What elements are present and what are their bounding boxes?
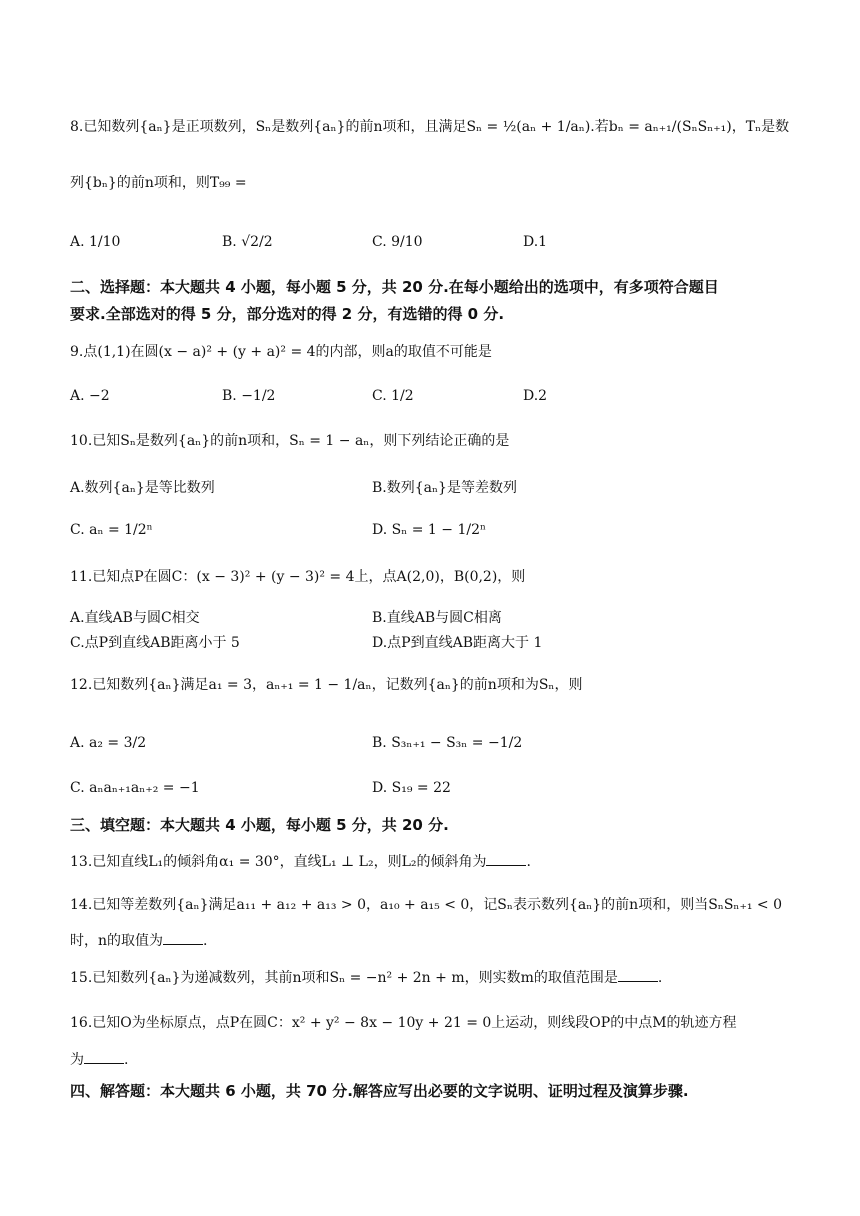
q13-stem: 13.已知直线L₁的倾斜角α₁ = 30°，直线L₁ ⊥ L₂，则L₂的倾斜角为 bbox=[70, 854, 487, 870]
section-2-line2: 要求.全部选对的得 5 分，部分选对的得 2 分，有选错的得 0 分. bbox=[70, 305, 505, 323]
q10-option-a: A.数列{aₙ}是等比数列 bbox=[70, 480, 215, 496]
q9-option-c: C. 1/2 bbox=[372, 388, 414, 404]
q10-option-d: D. Sₙ = 1 − 1/2ⁿ bbox=[372, 522, 487, 538]
q12-stem: 12.已知数列{aₙ}满足a₁ = 3，aₙ₊₁ = 1 − 1/aₙ，记数列{aₙ}的前n项和为Sₙ，则 bbox=[70, 677, 583, 693]
q12-option-a: A. a₂ = 3/2 bbox=[70, 735, 147, 751]
q13-answer-blank bbox=[486, 853, 526, 866]
section-2-heading bbox=[70, 274, 800, 328]
q8-option-b: B. √2/2 bbox=[222, 234, 273, 250]
q14-end: . bbox=[203, 933, 208, 949]
q9-option-d: D.2 bbox=[523, 388, 548, 404]
q10-option-c: C. aₙ = 1/2ⁿ bbox=[70, 522, 153, 538]
section-3-heading: 三、填空题：本大题共 4 小题，每小题 5 分，共 20 分. bbox=[70, 816, 449, 834]
q11-option-a: A.直线AB与圆C相交 bbox=[70, 610, 200, 626]
q14-line2 bbox=[70, 932, 800, 950]
q11-option-b: B.直线AB与圆C相离 bbox=[372, 610, 502, 626]
q8-option-d: D.1 bbox=[523, 234, 548, 250]
q8-stem-line2: 列{bₙ}的前n项和，则T₉₉ = bbox=[70, 175, 247, 191]
q16-answer-blank bbox=[84, 1051, 124, 1064]
q12-option-d: D. S₁₉ = 22 bbox=[372, 780, 451, 796]
q9-option-b: B. −1/2 bbox=[222, 388, 276, 404]
section-4-heading: 四、解答题：本大题共 6 小题，共 70 分.解答应写出必要的文字说明、证明过程及演算步骤. bbox=[70, 1082, 689, 1100]
q14-answer-blank bbox=[163, 932, 203, 945]
q16-stem-line1: 16.已知O为坐标原点，点P在圆C：x² + y² − 8x − 10y + 21 = 0上运动，则线段OP的中点M的轨迹方程 bbox=[70, 1015, 737, 1031]
q9-option-a: A. −2 bbox=[70, 388, 110, 404]
q10-option-b: B.数列{aₙ}是等差数列 bbox=[372, 480, 517, 496]
section-2-line1: 二、选择题：本大题共 4 小题，每小题 5 分，共 20 分.在每小题给出的选项中，有多项符合题目 bbox=[70, 278, 719, 296]
q15-answer-blank bbox=[618, 969, 658, 982]
q11-option-c: C.点P到直线AB距离小于 5 bbox=[70, 635, 240, 651]
q8-option-c: C. 9/10 bbox=[372, 234, 423, 250]
q14-stem-line2: 时，n的取值为 bbox=[70, 933, 164, 949]
q8-option-a: A. 1/10 bbox=[70, 234, 121, 250]
q13-end: . bbox=[526, 854, 531, 870]
q16-end: . bbox=[124, 1052, 129, 1068]
q10-stem: 10.已知Sₙ是数列{aₙ}的前n项和，Sₙ = 1 − aₙ，则下列结论正确的是 bbox=[70, 433, 510, 449]
q16-stem-line2: 为 bbox=[70, 1052, 84, 1068]
q9-stem: 9.点(1,1)在圆(x − a)² + (y + a)² = 4的内部，则a的取值不可能是 bbox=[70, 344, 492, 360]
q15-end: . bbox=[657, 970, 663, 986]
q12-option-c: C. aₙaₙ₊₁aₙ₊₂ = −1 bbox=[70, 780, 200, 796]
q15-stem: 15.已知数列{aₙ}为递减数列，其前n项和Sₙ = −n² + 2n + m，则实数m的取值范围是 bbox=[70, 970, 618, 986]
q11-stem: 11.已知点P在圆C：(x − 3)² + (y − 3)² = 4上，点A(2,0)，B(0,2)，则 bbox=[70, 569, 526, 585]
q11-option-d: D.点P到直线AB距离大于 1 bbox=[372, 635, 543, 651]
q16-line2 bbox=[70, 1051, 800, 1069]
q15-line bbox=[70, 969, 800, 987]
q14-stem-line1: 14.已知等差数列{aₙ}满足a₁₁ + a₁₂ + a₁₃ > 0，a₁₀ + a₁₅ < 0，记Sₙ表示数列{aₙ}的前n项和，则当SₙSₙ₊₁ < 0 bbox=[70, 897, 783, 913]
q13-line bbox=[70, 853, 800, 871]
q12-option-b: B. S₃ₙ₊₁ − S₃ₙ = −1/2 bbox=[372, 735, 523, 751]
q8-stem-line1: 8.已知数列{aₙ}是正项数列，Sₙ是数列{aₙ}的前n项和，且满足Sₙ = ½(aₙ + 1/aₙ).若bₙ = aₙ₊₁/(SₙSₙ₊₁)，Tₙ是数 bbox=[70, 119, 790, 135]
